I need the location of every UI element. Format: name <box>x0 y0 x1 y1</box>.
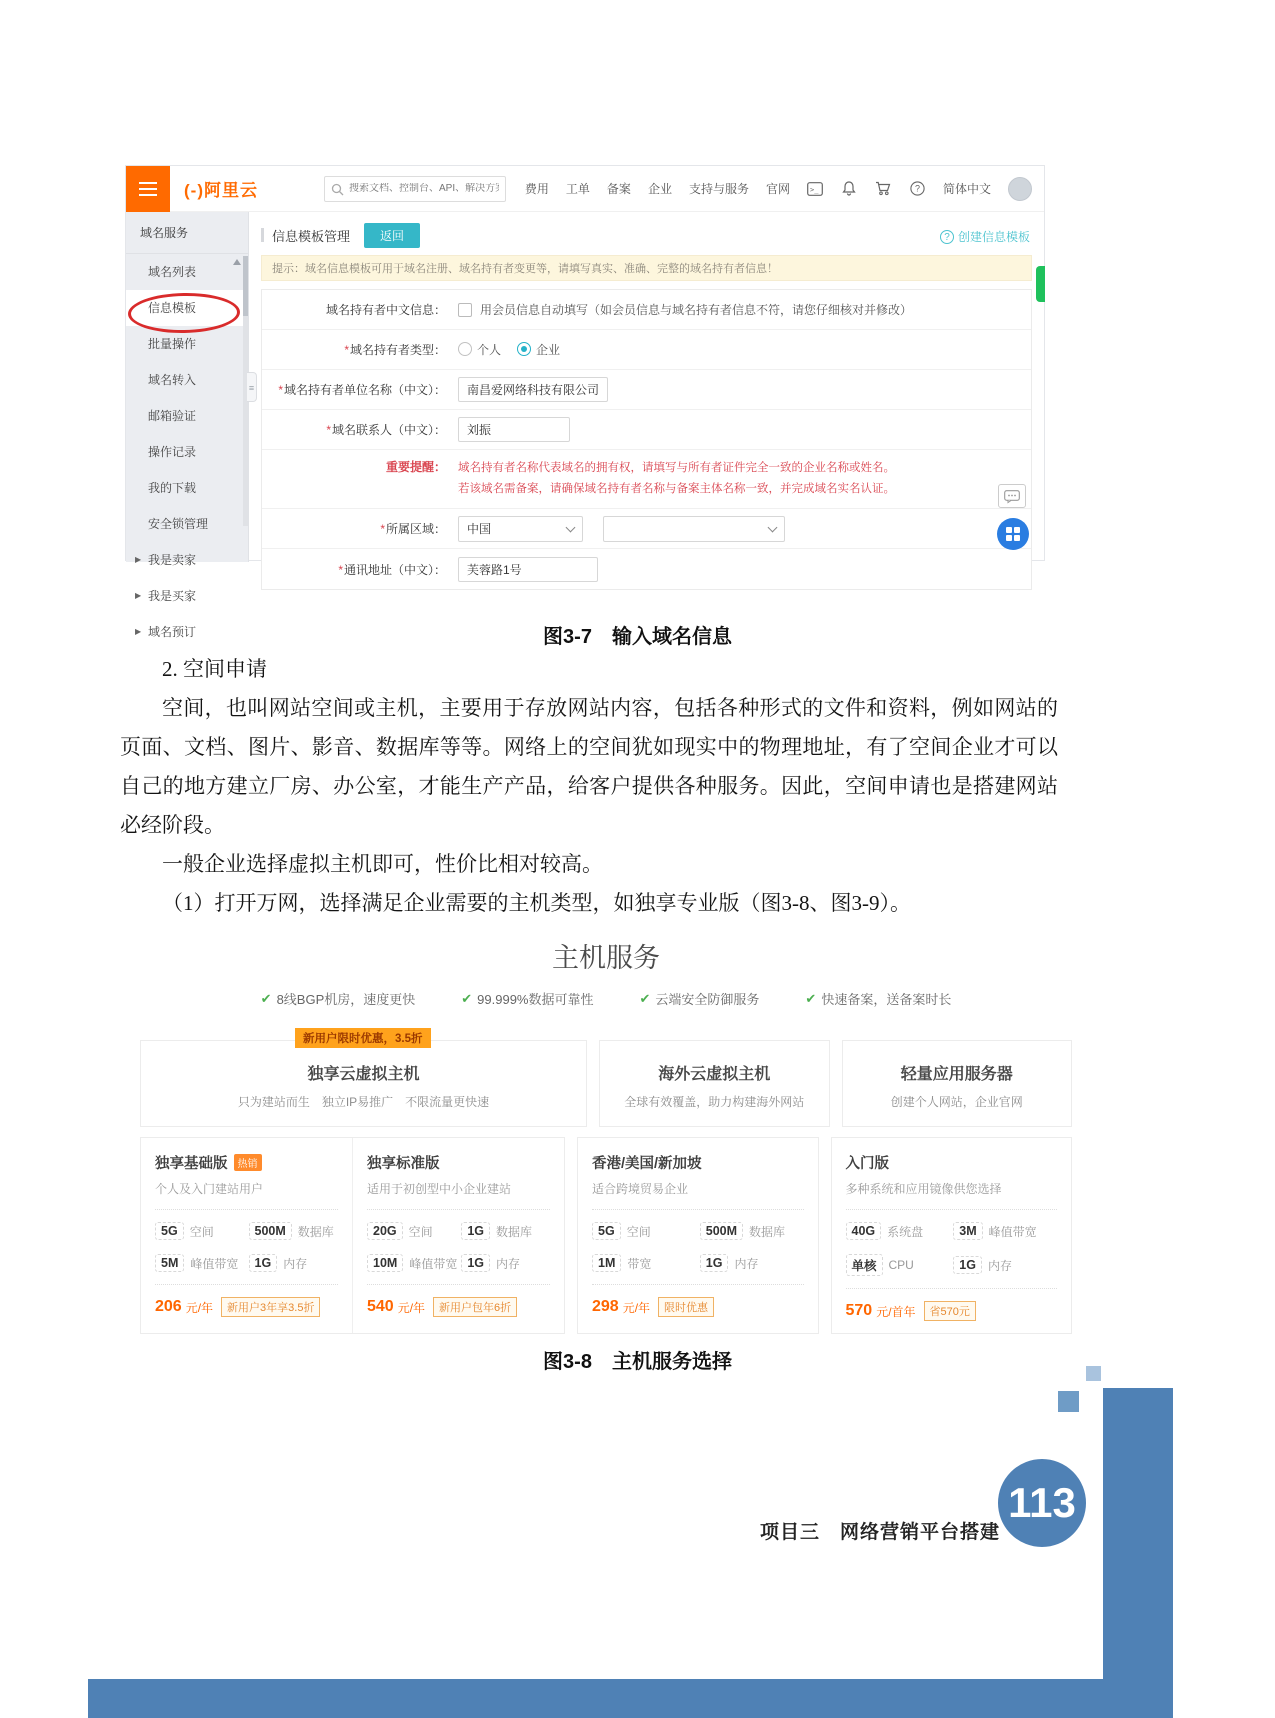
sidebar-item-info-template[interactable]: 信息模板 <box>126 290 248 326</box>
bottom-blue-band <box>88 1679 1173 1718</box>
caret-right-icon: ▶ <box>135 555 142 564</box>
autofill-checkbox[interactable] <box>458 303 472 317</box>
language-switch[interactable]: 简体中文 <box>942 182 991 196</box>
bell-icon[interactable] <box>841 180 858 197</box>
title-accent-bar <box>261 228 264 242</box>
plan-standard[interactable]: 独享标准版 适用于初创型中小企业建站 20G 空间 1G 数据库 10M 峰值带宽 1G 内存 540 元/年 新用户包年6折 <box>352 1138 564 1333</box>
hot-badge: 热销 <box>234 1154 262 1171</box>
aliyun-header <box>126 166 1044 212</box>
page-title: 信息模板管理 <box>272 228 351 244</box>
feedback-tab[interactable] <box>1036 266 1045 302</box>
sidebar-collapse-handle[interactable]: ≡ <box>247 372 257 402</box>
address-input[interactable] <box>458 557 598 582</box>
search-box <box>324 176 506 202</box>
svg-text:?: ? <box>914 183 920 194</box>
chat-bubble-icon[interactable] <box>998 484 1026 508</box>
feature-item: ✔ 8线BGP机房，速度更快 <box>260 990 416 1007</box>
sidebar <box>126 212 255 639</box>
top-nav <box>525 177 1044 201</box>
province-select[interactable] <box>603 516 785 542</box>
sidebar-item-buyer[interactable]: ▶ 我是买家 <box>126 578 248 614</box>
price-row: 540 元/年 新用户包年6折 <box>367 1297 550 1317</box>
svg-text:>_: >_ <box>810 185 819 194</box>
sidebar-item-email-verify[interactable]: 邮箱验证 <box>148 409 197 423</box>
avatar[interactable] <box>1008 177 1032 201</box>
back-button[interactable]: 返回 <box>364 223 420 248</box>
search-icon <box>331 183 344 196</box>
sidebar-item-domain-list[interactable]: 域名列表 <box>148 265 197 279</box>
check-icon: ✔ <box>639 990 651 1006</box>
sidebar-item-batch-ops[interactable]: 批量操作 <box>148 337 197 351</box>
plan-basic[interactable]: 独享基础版 热销 个人及入门建站用户 5G 空间 500M 数据库 5M 峰值带宽 1G 内存 206 元/年 新用户3年享3.5折 <box>141 1138 352 1333</box>
cart-icon[interactable] <box>875 180 892 197</box>
group-card-dedicated[interactable]: 独享云虚拟主机 只为建站而生 独立IP易推广 不限流量更快速 <box>140 1040 587 1127</box>
nav-tickets[interactable]: 工单 <box>565 182 590 196</box>
radio-personal[interactable]: 个人 <box>458 341 501 358</box>
check-icon: ✔ <box>461 990 473 1006</box>
chevron-down-icon <box>768 522 778 532</box>
decor-square-dark <box>1058 1391 1079 1412</box>
check-icon: ✔ <box>805 990 817 1006</box>
promo-badge: 新用户限时优惠，3.5折 <box>295 1028 431 1048</box>
feature-item: ✔ 快速备案，送备案时长 <box>805 990 952 1007</box>
form-row-org-name: *域名持有者单位名称（中文）： 南昌爱网络科技有限公司 <box>262 370 1031 410</box>
radio-selected-icon <box>517 342 531 356</box>
offer-badge: 省570元 <box>924 1301 976 1321</box>
check-icon: ✔ <box>260 990 272 1006</box>
search-input[interactable] <box>349 183 499 194</box>
figure-caption-3-7: 图3-7 输入域名信息 <box>543 626 732 648</box>
group-card-lightweight[interactable]: 轻量应用服务器 创建个人网站，企业官网 <box>842 1040 1073 1127</box>
hint-banner: 提示：域名信息模板可用于域名注册、域名持有者变更等，请填写真实、准确、完整的域名持有者信息！ <box>261 255 1032 281</box>
section-heading: 2. 空间申请 <box>162 657 267 681</box>
form-row-holder-type: *域名持有者类型： 个人 企业 <box>262 330 1031 370</box>
help-icon[interactable] <box>909 180 926 197</box>
create-template-link[interactable]: ? 创建信息模板 <box>940 228 1030 245</box>
console-icon[interactable] <box>807 180 824 197</box>
feature-item: ✔ 99.999%数据可靠性 <box>461 990 594 1007</box>
paragraph-2: 一般企业选择虚拟主机即可，性价比相对较高。 <box>162 852 603 876</box>
price-row: 570 元/首年 省570元 <box>846 1301 1058 1321</box>
offer-badge: 新用户包年6折 <box>433 1297 517 1317</box>
price-row: 298 元/年 限时优惠 <box>592 1297 804 1317</box>
hosting-title: 主机服务 <box>552 943 660 973</box>
sidebar-item-domain-reserve[interactable]: ▶ 域名预订 <box>126 614 248 650</box>
caret-right-icon: ▶ <box>135 627 142 636</box>
radio-icon <box>458 342 472 356</box>
plan-pair-card <box>140 1137 565 1334</box>
offer-badge: 新用户3年享3.5折 <box>221 1297 320 1317</box>
nav-fees[interactable]: 费用 <box>524 182 549 196</box>
autofill-text: 用会员信息自动填写（如会员信息与域名持有者信息不符，请您仔细核对并修改） <box>480 303 913 317</box>
main-content <box>249 212 1044 577</box>
sidebar-item-security-lock[interactable]: 安全锁管理 <box>148 517 209 531</box>
hamburger-menu-icon[interactable] <box>126 166 170 212</box>
region-select[interactable]: 中国 <box>458 516 583 542</box>
form-row-address: *通讯地址（中文）： 芙蓉路1号 <box>262 549 1031 589</box>
form-row-notice: 重要提醒： 域名持有者名称代表域名的拥有权，请填写与所有者证件完全一致的企业名称或姓名。 若该域名需备案，请确保域名持有者名称与备案主体名称一致，并完成域名实名认证。 <box>262 450 1031 509</box>
nav-enterprise[interactable]: 企业 <box>647 182 672 196</box>
sidebar-item-seller[interactable]: ▶ 我是卖家 <box>126 542 248 578</box>
plan-overseas[interactable]: 香港/美国/新加坡 适合跨境贸易企业 5G 空间 500M 数据库 1M 带宽 1G 内存 298 元/年 限时优惠 <box>577 1137 819 1334</box>
paragraph-1: 空间，也叫网站空间或主机，主要用于存放网站内容，包括各种形式的文件和资料，例如网站的页面、文档、图片、影音、数据库等等。网络上的空间犹如现实中的物理地址，有了空间企业才可以自己的地方建立厂房、办公室，才能生产产品，给客户提供各种服务。因此，空间申请也是搭建网站必经阶段。 <box>120 696 1058 837</box>
domain-template-form <box>261 289 1032 590</box>
grid-icon <box>1006 527 1020 541</box>
feature-item: ✔ 云端安全防御服务 <box>639 990 760 1007</box>
form-row-contact: *域名联系人（中文）： 刘振 <box>262 410 1031 450</box>
question-circle-icon: ? <box>940 230 954 244</box>
hosting-screenshot <box>140 936 1072 1334</box>
body-text <box>120 650 1058 923</box>
important-notice: 域名持有者名称代表域名的拥有权，请填写与所有者证件完全一致的企业名称或姓名。 若该域名需备案，请确保域名持有者名称与备案主体名称一致，并完成域名实名认证。 <box>458 462 895 495</box>
sidebar-item-my-downloads[interactable]: 我的下载 <box>148 481 197 495</box>
price-row: 206 元/年 新用户3年享3.5折 <box>155 1297 338 1317</box>
footer-chapter-title: 项目三 网络营销平台搭建 <box>759 1522 1000 1543</box>
paragraph-3: （1）打开万网，选择满足企业需要的主机类型，如独享专业版（图3-8、图3-9）。 <box>162 891 911 915</box>
aliyun-logo: (-)阿里云 <box>184 181 258 200</box>
sidebar-title: 域名服务 <box>126 212 248 254</box>
radio-company[interactable]: 企业 <box>517 341 560 358</box>
chevron-down-icon <box>566 522 576 532</box>
figure-caption-3-8: 图3-8 主机服务选择 <box>543 1351 732 1373</box>
nav-website[interactable]: 官网 <box>765 182 790 196</box>
caret-right-icon: ▶ <box>135 591 142 600</box>
group-card-overseas[interactable]: 海外云虚拟主机 全球有效覆盖，助力构建海外网站 <box>599 1040 830 1127</box>
form-row-region: *所属区域： 中国 <box>262 509 1031 549</box>
apps-grid-button[interactable] <box>997 518 1029 550</box>
sidebar-item-op-records[interactable]: 操作记录 <box>148 445 197 459</box>
contact-name-input[interactable] <box>458 417 570 442</box>
form-row-member-info: 域名持有者中文信息： 用会员信息自动填写（如会员信息与域名持有者信息不符，请您仔细核对并修改） <box>262 290 1031 330</box>
plan-entry[interactable]: 入门版 多种系统和应用镜像供您选择 40G 系统盘 3M 峰值带宽 单核 CPU 1G 内存 570 元/首年 省570元 <box>831 1137 1073 1334</box>
decor-square-light <box>1086 1366 1101 1381</box>
nav-icp[interactable]: 备案 <box>606 182 631 196</box>
right-blue-band <box>1103 1388 1173 1718</box>
org-name-input[interactable] <box>458 377 608 402</box>
sidebar-item-domain-transfer[interactable]: 域名转入 <box>148 373 197 387</box>
feature-list <box>140 989 1072 1008</box>
offer-badge: 限时优惠 <box>658 1297 714 1317</box>
nav-support[interactable]: 支持与服务 <box>688 182 749 196</box>
page-number: 113 <box>993 1454 1091 1552</box>
